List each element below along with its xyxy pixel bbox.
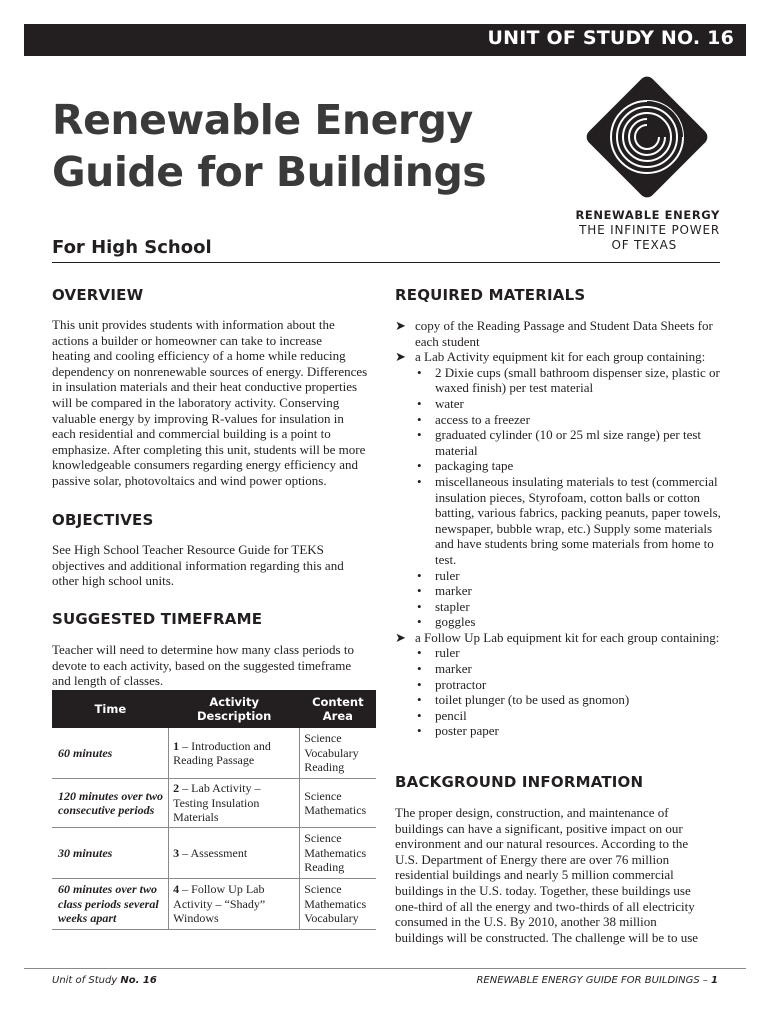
overview-text	[52, 317, 382, 489]
logo-line-3: OF TEXAS	[611, 238, 677, 252]
overview-line: This unit provides students with information about the	[52, 317, 335, 332]
bullet-icon: •	[417, 427, 422, 443]
materials-subitem-text: protractor	[435, 676, 487, 692]
materials-subitem-text: poster paper	[435, 723, 499, 739]
materials-subitem-text: goggles	[435, 614, 476, 630]
content-area-item: Reading	[304, 860, 345, 875]
timeframe-heading: SUGGESTED TIMEFRAME	[52, 610, 263, 628]
content-area-item: Vocabulary	[304, 911, 359, 926]
footer-divider	[24, 968, 746, 969]
footer-left-prefix: Unit of Study	[52, 975, 121, 986]
activity-number: 2	[173, 781, 180, 796]
bullet-icon: •	[417, 411, 422, 427]
materials-heading: REQUIRED MATERIALS	[395, 286, 586, 304]
content-area-item: Mathematics	[304, 845, 367, 860]
activity-description: – Assessment	[179, 845, 248, 860]
objectives-line: objectives and additional information regarding this and	[52, 557, 344, 573]
materials-item-text: a Lab Activity equipment kit for each group containing:	[415, 349, 706, 365]
logo-line-2: THE INFINITE POWER	[579, 223, 720, 237]
overview-line: knowledgeable consumers regarding energy efficiency and	[52, 457, 358, 473]
background-line: environment and our natural resources. According to the	[395, 836, 689, 852]
overview-line: passive solar, photovoltaics and wind power options.	[52, 472, 327, 488]
materials-subitem	[395, 583, 730, 599]
content-area-item: Science	[304, 731, 342, 746]
materials-subitem	[395, 661, 730, 677]
cell-content-area	[300, 828, 376, 879]
background-line: buildings will be constructed. The challenge will be to use	[395, 929, 699, 945]
unit-banner	[24, 24, 746, 56]
activity-description: – Introduction and Reading Passage	[173, 738, 271, 767]
timeframe-line: devote to each activity, based on the suggested timeframe	[52, 657, 352, 673]
bullet-icon: •	[417, 707, 422, 723]
materials-subitem-text: access to a freezer	[435, 411, 530, 427]
materials-subitem	[395, 723, 730, 739]
materials-subitem	[395, 412, 730, 428]
subtitle-divider	[52, 262, 720, 263]
cell-content-area	[300, 879, 376, 930]
overview-heading: OVERVIEW	[52, 286, 144, 304]
renewable-energy-logo-icon	[582, 72, 712, 202]
materials-subitem	[395, 474, 730, 568]
materials-subitem-text: graduated cylinder (10 or 25 ml size range) per test material	[435, 427, 702, 458]
bullet-icon: •	[417, 645, 422, 661]
footer-right-title: RENEWABLE ENERGY GUIDE FOR BUILDINGS –	[476, 975, 712, 986]
bullet-icon: •	[417, 395, 422, 411]
background-line: U.S. Department of Energy there are over 76 million	[395, 851, 670, 867]
materials-subitem-text: marker	[435, 661, 472, 677]
background-line: buildings in the U.S. today. Together, these buildings use	[395, 882, 691, 898]
materials-subitem-text: toilet plunger (to be used as gnomon)	[435, 692, 630, 708]
overview-line: dependency on nonrenewable sources of energy. Differences	[52, 363, 368, 379]
bullet-icon: •	[417, 598, 422, 614]
materials-subitem	[395, 708, 730, 724]
activity-number: 4	[173, 882, 180, 897]
timeframe-text	[52, 642, 382, 689]
background-line: consumed in the U.S. By 2010, another 38 million	[395, 914, 657, 930]
materials-subitem	[395, 458, 730, 474]
materials-item-text: copy of the Reading Passage and Student Data Sheets for each student	[415, 318, 713, 349]
objectives-text	[52, 542, 382, 589]
title-line-1: Renewable Energy	[52, 96, 473, 144]
materials-subitem	[395, 645, 730, 661]
overview-line: valuable energy by improving R-values for insulation in	[52, 410, 344, 426]
cell-time: 120 minutes over two consecutive periods	[52, 779, 169, 828]
cell-activity	[169, 728, 300, 779]
table-header-row	[52, 690, 376, 728]
materials-subitem-text: marker	[435, 583, 472, 599]
title-line-2: Guide for Buildings	[52, 148, 487, 196]
content-area-item: Vocabulary	[304, 745, 359, 760]
materials-subitem-text: 2 Dixie cups (small bathroom dispenser size, plastic or waxed finish) per test material	[435, 364, 720, 396]
bullet-icon: •	[417, 567, 422, 583]
arrow-bullet-icon: ➤	[395, 318, 406, 333]
footer-right	[476, 975, 718, 986]
objectives-heading: OBJECTIVES	[52, 511, 154, 529]
background-line: The proper design, construction, and maintenance of	[395, 805, 669, 820]
bullet-icon: •	[417, 723, 422, 739]
materials-subitem	[395, 677, 730, 693]
materials-subitem-text: miscellaneous insulating materials to test (commercial insulation pieces, Styrofoam, cotton balls or cotton batting, various fabrics, packing peanuts, paper towels, newspaper, bubble wrap, etc.) Supply some materials and have students bring some materials from home to test.	[435, 473, 721, 567]
bullet-icon: •	[417, 692, 422, 708]
materials-subitem-text: ruler	[435, 567, 460, 583]
materials-subitem	[395, 614, 730, 630]
content-area-item: Mathematics	[304, 803, 367, 817]
content-area-item: Mathematics	[304, 896, 367, 911]
timeframe-table	[52, 690, 376, 930]
content-area-item: Science	[304, 831, 342, 846]
timeframe-line: Teacher will need to determine how many class periods to	[52, 642, 354, 657]
logo-line-1: RENEWABLE ENERGY	[575, 208, 720, 222]
table-row	[52, 728, 376, 779]
materials-subitem-text: pencil	[435, 707, 467, 723]
materials-item	[395, 318, 730, 349]
cell-activity	[169, 879, 300, 930]
bullet-icon: •	[417, 583, 422, 599]
cell-time: 60 minutes over two class periods several weeks apart	[52, 879, 169, 930]
content-area-item: Science	[304, 788, 342, 803]
activity-number: 1	[173, 738, 180, 753]
background-text	[395, 805, 735, 945]
arrow-bullet-icon: ➤	[395, 349, 406, 365]
subtitle: For High School	[52, 237, 212, 258]
logo-caption	[560, 208, 720, 253]
overview-line: heating and cooling efficiency of a home while reducing	[52, 348, 346, 364]
overview-line: will be compared in the laboratory activity. Conserving	[52, 394, 340, 410]
footer-left	[52, 975, 157, 986]
table-row	[52, 779, 376, 828]
activity-number: 3	[173, 845, 180, 860]
overview-line: emphasize. After completing this unit, students will be more	[52, 441, 366, 457]
materials-subitem	[395, 396, 730, 412]
objectives-line: See High School Teacher Resource Guide for TEKS	[52, 542, 324, 557]
materials-subitem-text: water	[435, 395, 464, 411]
background-line: buildings can have a significant, positive impact on our	[395, 820, 683, 836]
background-line: residential buildings and nearly 5 million commercial	[395, 867, 674, 883]
materials-item-text: a Follow Up Lab equipment kit for each group containing:	[415, 629, 720, 645]
materials-item	[395, 630, 730, 646]
materials-subitem-text: stapler	[435, 598, 470, 614]
table-row	[52, 828, 376, 879]
background-heading: BACKGROUND INFORMATION	[395, 773, 644, 791]
cell-content-area	[300, 728, 376, 779]
timeframe-line: and length of classes.	[52, 673, 164, 689]
materials-subitem	[395, 599, 730, 615]
content-area-item: Science	[304, 882, 342, 897]
materials-subitem	[395, 568, 730, 584]
footer-unit-number: No. 16	[120, 975, 157, 986]
materials-subitem	[395, 692, 730, 708]
page-title	[52, 94, 486, 198]
page-number: 1	[711, 975, 718, 986]
materials-subitem	[395, 427, 730, 458]
bullet-icon: •	[417, 614, 422, 630]
table-row	[52, 879, 376, 930]
materials-subitem	[395, 365, 730, 396]
cell-activity	[169, 779, 300, 828]
arrow-bullet-icon: ➤	[395, 629, 406, 645]
col-header-content-area: Content Area	[300, 690, 376, 728]
bullet-icon: •	[417, 661, 422, 677]
bullet-icon: •	[417, 473, 422, 489]
col-header-time: Time	[52, 690, 169, 728]
col-header-activity: Activity Description	[169, 690, 300, 728]
overview-line: actions a builder or homeowner can take to increase	[52, 332, 322, 348]
cell-content-area	[300, 779, 376, 828]
content-area-item: Reading	[304, 760, 345, 775]
cell-time: 30 minutes	[52, 828, 169, 879]
bullet-icon: •	[417, 364, 422, 380]
bullet-icon: •	[417, 458, 422, 474]
materials-subitem-text: ruler	[435, 645, 460, 661]
overview-line: in insulation materials and their heat conductive properties	[52, 379, 358, 395]
materials-item	[395, 349, 730, 365]
background-line: one-third of all the energy and two-thirds of all electricity	[395, 898, 695, 914]
overview-line: each residential and commercial building is a point to	[52, 426, 331, 442]
bullet-icon: •	[417, 676, 422, 692]
objectives-line: other high school units.	[52, 573, 175, 589]
unit-label: UNIT OF STUDY NO. 16	[487, 27, 734, 49]
materials-subitem-text: packaging tape	[435, 458, 514, 474]
cell-activity	[169, 828, 300, 879]
activity-description: – Follow Up Lab Activity – “Shady” Windows	[173, 882, 266, 926]
cell-time: 60 minutes	[52, 728, 169, 779]
materials-list	[395, 318, 730, 739]
activity-description: – Lab Activity – Testing Insulation Materials	[173, 781, 261, 825]
